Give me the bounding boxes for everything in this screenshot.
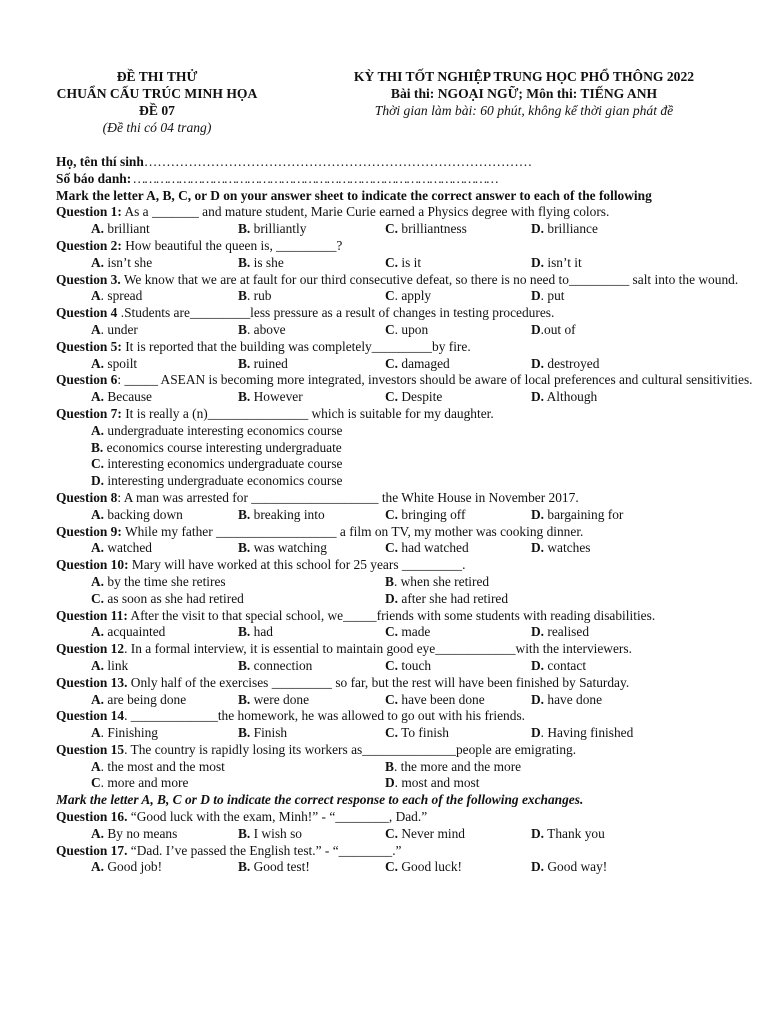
option-letter: D. [531,624,545,640]
options-row [56,725,756,742]
option-letter: C. [385,506,399,522]
answer-option[interactable] [91,759,225,776]
option-letter: A [91,321,101,337]
question-text: While my father __________________ a film on TV, my mother was cooking dinner. [121,523,584,539]
answer-option[interactable] [238,658,312,675]
answer-option[interactable] [531,389,597,406]
answer-option[interactable] [385,221,467,238]
option-text: had [250,624,273,640]
answer-option[interactable] [91,288,142,305]
option-letter: C. [91,456,105,472]
option-text: bargaining for [544,506,624,522]
subject-line: Bài thi: NGOẠI NGỮ; Môn thi: TIẾNG ANH [390,86,658,101]
answer-option[interactable] [91,859,162,876]
option-letter: A. [91,422,105,438]
option-letter: B. [238,221,251,237]
answer-option[interactable] [238,859,310,876]
option-letter: B. [238,389,251,405]
answer-option[interactable] [238,389,303,406]
question-number: Question 12 [56,641,125,657]
answer-option[interactable] [531,356,599,373]
answer-option[interactable] [385,322,428,339]
answer-option[interactable] [91,440,342,455]
answer-option[interactable] [91,692,186,709]
options-row [56,389,756,406]
option-letter: D. [531,355,545,371]
option-letter: D [531,725,541,741]
question-stem [56,742,756,759]
options-row [56,356,756,373]
answer-option[interactable] [91,356,137,373]
options-row [56,221,756,238]
option-text: by the time she retires [104,573,226,589]
answer-option[interactable] [238,826,302,843]
candidate-name-dots: …………………………………………………………………………… [143,154,533,169]
answer-option[interactable] [91,255,152,272]
option-letter: C. [385,691,399,707]
option-letter: B [238,288,247,304]
question-number: Question 10: [56,557,129,573]
option-text: touch [398,657,432,673]
option-text: bringing off [398,506,466,522]
option-text: connection [250,657,313,673]
option-text: brilliantness [398,221,467,237]
question-text: : A man was arrested for ___________________ the White House in November 2017. [117,489,579,505]
answer-option[interactable] [385,624,430,641]
exam-type: ĐỀ THI THỬ [116,69,198,84]
question-text: . _____________the homework, he was allowed to go out with his friends. [124,708,525,724]
option-letter: A. [91,389,105,405]
option-text: are being done [104,691,187,707]
option-letter: B. [238,624,251,640]
answer-option[interactable] [531,255,582,272]
answer-option[interactable] [238,725,287,742]
option-letter: C. [91,590,105,606]
option-letter: D. [531,691,545,707]
option-letter: A [91,725,101,741]
option-letter: B [385,573,394,589]
answer-option[interactable] [238,692,309,709]
option-letter: C. [385,859,399,875]
answer-option[interactable] [238,507,325,524]
answer-option[interactable] [91,574,226,591]
question-number: Question 6 [56,372,118,388]
questions-block [56,204,756,876]
option-text: . rub [246,288,272,304]
answer-option[interactable] [385,288,431,305]
candidate-id-dots: …………………………………………………………………………………… [131,170,498,186]
option-text: . more and more [100,775,189,791]
answer-option[interactable] [531,288,564,305]
option-text: . under [100,321,138,337]
option-text: . apply [394,288,432,304]
answer-option[interactable] [531,859,607,876]
instruction-exchanges: Mark the letter A, B, C or D to indicate the correct response to each of the following exchanges. [56,792,584,808]
question-stem [56,272,756,289]
time-note: Thời gian làm bài: 60 phút, không kể thời gian phát đề [374,103,674,118]
option-text: backing down [104,506,183,522]
question-text: It is really a (n)_______________ which is suitable for my daughter. [121,405,494,421]
question-number: Question 3. [56,271,121,287]
question-number: Question 1: [56,204,122,220]
option-text: brilliantly [250,221,307,237]
exam-title: KỲ THI TỐT NGHIỆP TRUNG HỌC PHỔ THÔNG 2022 [353,69,695,84]
option-letter: B. [238,859,251,875]
question-stem [56,339,756,356]
option-text: To finish [398,725,449,741]
question-stem [56,708,756,725]
question-stem [56,641,756,658]
answer-option[interactable] [91,624,165,641]
question-number: Question 15 [56,741,125,757]
option-letter: B. [238,506,251,522]
option-text: after she had retired [398,590,509,606]
option-letter: C. [385,221,399,237]
option-letter: D. [531,657,545,673]
option-letter: D. [531,859,545,875]
option-letter: A. [91,221,105,237]
option-letter: B. [238,355,251,371]
question-stem [56,372,756,389]
candidate-id-line [56,171,756,188]
exam-code: ĐỀ 07 [139,103,175,118]
answer-option[interactable] [385,826,465,843]
option-letter: B. [238,725,251,741]
answer-option[interactable] [531,624,589,641]
option-text: . above [246,321,286,337]
option-text: . spread [100,288,143,304]
option-letter: A. [91,691,105,707]
answer-option[interactable] [91,389,152,406]
option-text: destroyed [544,355,600,371]
option-text: Despite [398,389,443,405]
answer-option[interactable] [238,540,327,557]
answer-option[interactable] [238,322,286,339]
option-text: Good test! [250,859,310,875]
options-row [56,759,756,776]
option-letter: C [91,775,101,791]
answer-option[interactable] [385,255,421,272]
question-stem [56,406,756,423]
answer-option[interactable] [385,540,469,557]
option-text: had watched [398,540,469,556]
question-text: How beautiful the queen is, _________? [121,237,343,253]
options-row [56,591,756,608]
options-row [56,473,756,490]
options-row [56,624,756,641]
answer-option[interactable] [385,725,449,742]
question-text: “Good luck with the exam, Minh!” - “________, Dad.” [127,809,428,825]
option-text: Although [544,389,598,405]
answer-option[interactable] [238,255,284,272]
option-text: is she [250,254,284,270]
answer-option[interactable] [385,574,489,591]
options-row [56,255,756,272]
option-letter: A [91,288,101,304]
question-stem [56,809,756,826]
option-letter: B. [91,439,104,455]
candidate-name-line [56,154,756,171]
option-text: link [104,657,129,673]
option-letter: D [531,321,541,337]
question-text: .Students are_________less pressure as a result of changes in testing procedures. [117,305,555,321]
answer-option[interactable] [91,826,177,843]
option-text: is it [398,254,422,270]
option-text: were done [250,691,310,707]
option-letter: A. [91,254,105,270]
option-text: as soon as she had retired [104,590,244,606]
answer-option[interactable] [531,540,591,557]
option-letter: C. [385,355,399,371]
exam-content [56,154,756,876]
answer-option[interactable] [91,473,343,488]
answer-option[interactable] [385,859,462,876]
question-number: Question 4 [56,305,118,321]
answer-option[interactable] [385,775,479,792]
answer-option[interactable] [91,775,188,792]
question-text: It is reported that the building was completely_________by fire. [121,338,471,354]
option-text: isn’t she [104,254,153,270]
answer-option[interactable] [385,507,465,524]
options-row [56,826,756,843]
option-letter: C [385,321,395,337]
option-letter: D. [531,221,545,237]
option-text: Because [104,389,152,405]
option-text: damaged [398,355,450,371]
option-letter: B. [238,254,251,270]
answer-option[interactable] [91,591,244,608]
answer-option[interactable] [531,658,586,675]
option-text: brilliant [104,221,150,237]
question-text: “Dad. I’ve passed the English test.” - “________.” [127,842,402,858]
header-right [300,68,748,119]
option-letter: A. [91,506,105,522]
question-text: . The country is rapidly losing its workers as______________people are emigrating. [124,741,577,757]
option-letter: C. [385,624,399,640]
options-row [56,288,756,305]
options-row [56,423,756,440]
option-text: . the most and the most [100,758,225,774]
question-number: Question 11: [56,607,128,623]
option-letter: A. [91,624,105,640]
option-letter: A. [91,355,105,371]
option-letter: D. [531,389,545,405]
options-row [56,456,756,473]
answer-option[interactable] [91,423,343,438]
question-text: : _____ ASEAN is becoming more integrated, investors should be aware of local preferences and cultural sensitivities. [117,372,753,388]
options-row [56,658,756,675]
option-text: . upon [394,321,429,337]
question-stem [56,238,756,255]
option-text: . Having finished [540,725,634,741]
answer-option[interactable] [385,658,431,675]
option-text: acquainted [104,624,166,640]
question-stem [56,557,756,574]
question-number: Question 13. [56,674,128,690]
options-row [56,440,756,457]
option-letter: D [531,288,541,304]
option-text: By no means [104,825,178,841]
question-stem [56,843,756,860]
question-text: Only half of the exercises _________ so far, but the rest will have been finished by Saturday. [127,674,630,690]
question-stem [56,490,756,507]
option-text: . when she retired [393,573,490,589]
option-text: interesting undergraduate economics course [104,473,343,489]
option-letter: C. [385,657,399,673]
answer-option[interactable] [238,356,288,373]
option-text: watches [544,540,591,556]
answer-option[interactable] [531,221,598,238]
option-letter: D. [91,473,105,489]
option-text: . most and most [394,775,480,791]
option-text: isn’t it [544,254,582,270]
option-letter: C. [385,825,399,841]
option-text: ruined [250,355,288,371]
option-text: Finish [250,725,288,741]
question-text: Mary will have worked at this school for 25 years _________. [128,557,466,573]
option-text: spoilt [104,355,138,371]
header-left [30,68,284,136]
instruction-multiple-choice: Mark the letter A, B, C, or D on your answer sheet to indicate the correct answer to each of the following [56,187,652,203]
answer-option[interactable] [385,356,450,373]
question-number: Question 14 [56,708,125,724]
options-row [56,692,756,709]
question-text: After the visit to that special school, we_____friends with some students with reading disabilities. [127,607,656,623]
option-letter: B. [238,657,251,673]
answer-option[interactable] [385,759,521,776]
answer-option[interactable] [91,507,183,524]
option-text: watched [104,540,152,556]
question-number: Question 9: [56,523,122,539]
option-letter: D [385,775,395,791]
question-number: Question 2: [56,237,122,253]
question-number: Question 16. [56,809,128,825]
answer-option[interactable] [385,692,485,709]
question-number: Question 8 [56,489,118,505]
option-text: . put [540,288,565,304]
option-text: undergraduate interesting economics course [104,422,343,438]
option-text: Thank you [544,825,605,841]
options-row [56,507,756,524]
option-letter: B. [238,825,251,841]
question-text: . In a formal interview, it is essential to maintain good eye____________with the interviewers. [124,641,632,657]
option-text: Never mind [398,825,465,841]
option-text: . Finishing [100,725,158,741]
answer-option[interactable] [91,725,158,742]
question-number: Question 5: [56,338,122,354]
answer-option[interactable] [91,540,152,557]
option-text: Good job! [104,859,163,875]
option-letter: A. [91,657,105,673]
option-letter: B [238,321,247,337]
question-stem [56,524,756,541]
option-letter: D. [531,506,545,522]
option-text: have been done [398,691,485,707]
option-letter: A [91,758,101,774]
option-letter: A. [91,825,105,841]
options-row [56,540,756,557]
option-text: made [398,624,431,640]
option-text: breaking into [250,506,325,522]
answer-option[interactable] [238,221,306,238]
option-letter: A. [91,859,105,875]
question-stem [56,608,756,625]
option-letter: B. [238,540,251,556]
option-text: Good luck! [398,859,462,875]
option-letter: C. [385,254,399,270]
option-letter: A. [91,573,105,589]
option-letter: B [385,758,394,774]
option-letter: D. [385,590,399,606]
option-text: realised [544,624,590,640]
question-stem [56,305,756,322]
options-row [56,775,756,792]
question-stem [56,204,756,221]
question-text: As a _______ and mature student, Marie Curie earned a Physics degree with flying colors. [121,204,610,220]
answer-option[interactable] [531,725,633,742]
answer-option[interactable] [91,456,343,471]
options-row [56,859,756,876]
option-letter: C. [385,540,399,556]
option-letter: C. [385,389,399,405]
option-text: I wish so [250,825,302,841]
option-letter: B. [238,691,251,707]
exam-structure: CHUẨN CẤU TRÚC MINH HỌA [56,86,258,101]
options-row [56,322,756,339]
option-text: economics course interesting undergraduate [103,439,342,455]
option-text: Good way! [544,859,608,875]
question-number: Question 7: [56,405,122,421]
option-letter: A. [91,540,105,556]
options-row [56,574,756,591]
option-text: .out of [540,321,576,337]
answer-option[interactable] [238,288,271,305]
option-letter: D. [531,540,545,556]
option-text: was watching [250,540,327,556]
candidate-id-label: Số báo danh: [56,170,132,186]
answer-option[interactable] [238,624,273,641]
option-letter: D. [531,825,545,841]
answer-option[interactable] [531,507,623,524]
answer-option[interactable] [91,221,150,238]
option-text: . the more and the more [393,758,522,774]
option-letter: D. [531,254,545,270]
question-number: Question 17. [56,842,128,858]
answer-option[interactable] [91,658,128,675]
question-stem [56,675,756,692]
answer-option[interactable] [91,322,138,339]
answer-option[interactable] [385,389,442,406]
option-text: interesting economics undergraduate course [104,456,343,472]
option-letter: C. [385,725,399,741]
option-text: However [250,389,303,405]
option-letter: C [385,288,395,304]
page-count-note: (Đề thi có 04 trang) [102,120,212,135]
candidate-name-label: Họ, tên thí sinh [56,154,144,169]
option-text: contact [544,657,587,673]
answer-option[interactable] [531,692,602,709]
question-text: We know that we are at fault for our third consecutive defeat, so there is no need to_________ salt into the wound. [120,271,739,287]
answer-option[interactable] [531,826,605,843]
option-text: have done [544,691,603,707]
answer-option[interactable] [385,591,508,608]
option-text: brilliance [544,221,598,237]
answer-option[interactable] [531,322,576,339]
